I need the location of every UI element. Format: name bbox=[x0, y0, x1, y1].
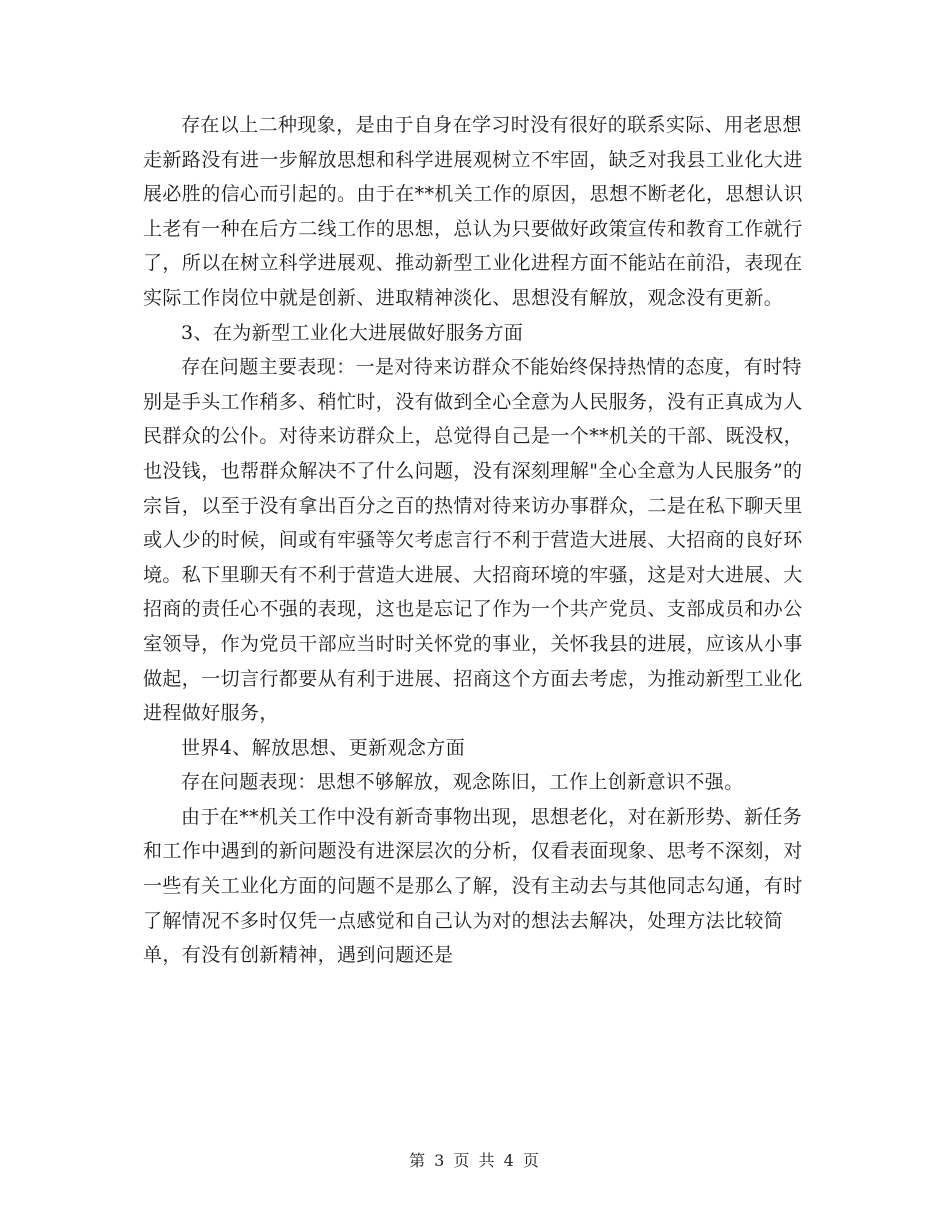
paragraph-1: 存在以上二种现象，是由于自身在学习时没有很好的联系实际、用老思想走新路没有进一步解放思想和科学进展观树立不牢固，缺乏对我县工业化大进展必胜的信心而引起的。由于在**机关工作的原因，思想不断老化，思想认识上老有一种在后方二线工作的思想，总认为只要做好政策宣传和教育工作就行了，所以在树立科学进展观、推动新型工业化进程方面不能站在前沿，表现在实际工作岗位中就是创新、进取精神淡化、思想没有解放，观念没有更新。 bbox=[143, 114, 804, 309]
paragraph-2: 存在问题主要表现：一是对待来访群众不能始终保持热情的态度，有时特别是手头工作稍多、稍忙时，没有做到全心全意为人民服务，没有正真成为人民群众的公仆。对待来访群众上，总觉得自己是一个**机关的干部、既没权，也没钱，也帮群众解决不了什么问题，没有深刻理解"全心全意为人民服务”的宗旨，以至于没有拿出百分之百的热情对待来访办事群众，二是在私下聊天里或人少的时候，间或有牢骚等欠考虑言行不利于营造大进展、大招商的良好环境。私下里聊天有不利于营造大进展、大招商环境的牢骚，这是对大进展、大招商的责任心不强的表现，这也是忘记了作为一个共产党员、支部成员和办公室领导，作为党员干部应当时时关怀党的事业，关怀我县的进展，应该从小事做起，一切言行都要从有利于进展、招商这个方面去考虑，为推动新型工业化进程做好服务， bbox=[143, 356, 804, 725]
page-number-footer: 第 3 页 共 4 页 bbox=[409, 1151, 541, 1170]
section-heading-3: 3、在为新型工业化大进展做好服务方面 bbox=[181, 321, 524, 344]
section-heading-4: 世界4、解放思想、更新观念方面 bbox=[181, 736, 466, 759]
document-body bbox=[143, 108, 811, 973]
paragraph-3: 存在问题表现：思想不够解放，观念陈旧，工作上创新意识不强。 bbox=[181, 771, 744, 794]
paragraph-4: 由于在**机关工作中没有新奇事物出现，思想老化，对在新形势、新任务和工作中遇到的新问题没有进深层次的分析，仅看表面现象、思考不深刻，对一些有关工业化方面的问题不是那么了解，没有主动去与其他同志勾通，有时了解情况不多时仅凭一点感觉和自己认为对的想法去解决，处理方法比较简单，有没有创新精神，遇到问题还是 bbox=[143, 805, 803, 967]
